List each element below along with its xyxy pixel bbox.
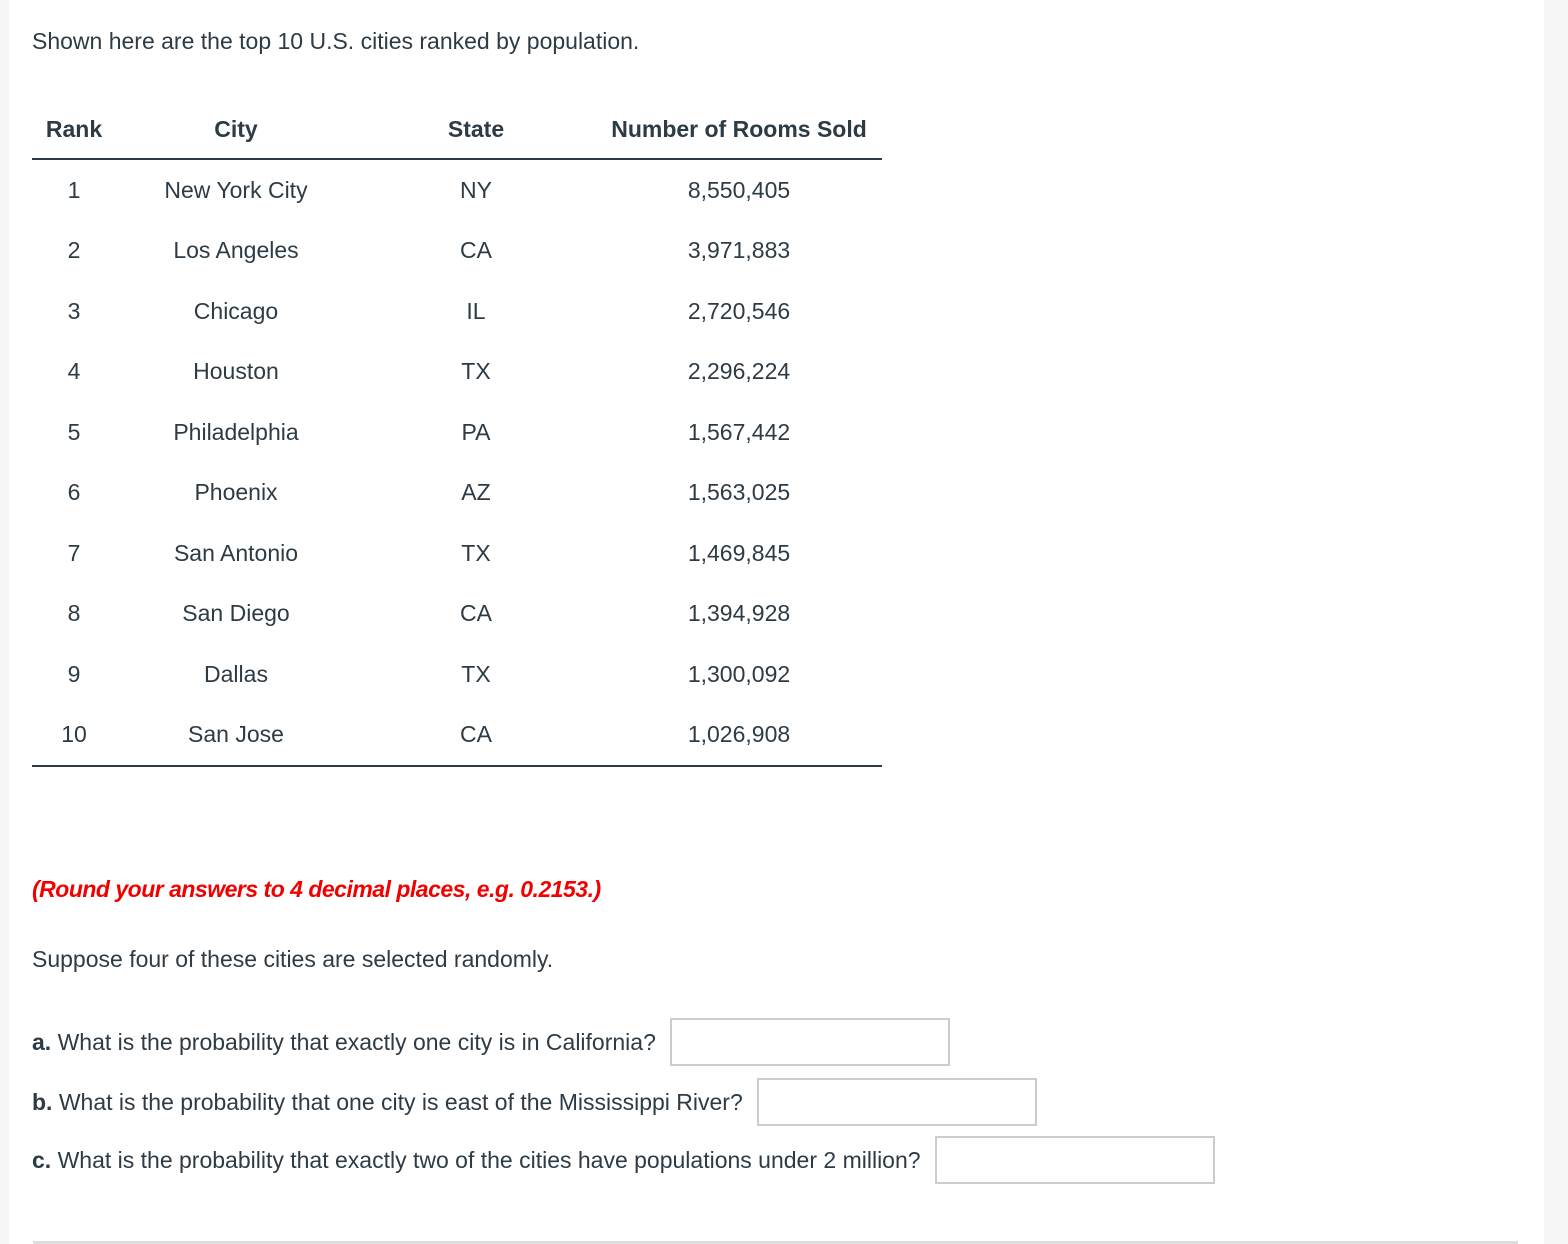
table-row bbox=[32, 342, 882, 403]
cell-rooms-sold: 1,394,928 bbox=[687, 600, 791, 627]
cell-rank: 7 bbox=[67, 539, 81, 566]
cell-rank: 8 bbox=[67, 600, 81, 627]
cell-state: TX bbox=[461, 539, 491, 566]
cell-state: NY bbox=[460, 176, 492, 203]
cell-state: TX bbox=[461, 660, 491, 687]
cell-rank: 6 bbox=[67, 479, 81, 506]
table-row bbox=[32, 221, 882, 282]
cell-state: CA bbox=[356, 705, 596, 767]
cell-state: AZ bbox=[461, 479, 491, 506]
header-rank: Rank bbox=[32, 100, 116, 159]
answer-b-input[interactable] bbox=[757, 1078, 1037, 1126]
cell-rank: 1 bbox=[67, 176, 81, 203]
header-city: City bbox=[116, 100, 356, 159]
question-c bbox=[32, 1136, 1215, 1184]
cell-city: New York City bbox=[164, 176, 308, 203]
supposition-text: Suppose four of these cities are selected randomly. bbox=[32, 946, 554, 972]
rounding-note: (Round your answers to 4 decimal places, e.g. 0.2153.) bbox=[32, 876, 601, 902]
answer-c-input[interactable] bbox=[935, 1136, 1215, 1184]
cell-rooms-sold: 1,563,025 bbox=[687, 479, 791, 506]
cell-city: Dallas bbox=[204, 660, 268, 687]
cell-rank: 2 bbox=[67, 237, 81, 264]
cell-rooms-sold: 1,469,845 bbox=[687, 539, 791, 566]
question-c-text: What is the probability that exactly two of the cities have populations under 2 million? bbox=[51, 1146, 921, 1173]
question-b-letter: b. bbox=[32, 1088, 53, 1115]
table-row bbox=[32, 402, 882, 463]
cell-rooms-sold: 2,720,546 bbox=[687, 297, 791, 324]
table-row bbox=[32, 644, 882, 705]
cell-rank: 5 bbox=[67, 418, 81, 445]
cell-rooms-sold: 8,550,405 bbox=[687, 176, 791, 203]
cell-city: San Diego bbox=[182, 600, 290, 627]
cell-state: CA bbox=[460, 600, 492, 627]
cell-rooms-sold: 1,026,908 bbox=[596, 705, 882, 767]
cell-city: Chicago bbox=[193, 297, 279, 324]
cell-city: Los Angeles bbox=[173, 237, 299, 264]
intro-text: Shown here are the top 10 U.S. cities ranked by population. bbox=[32, 28, 640, 54]
cell-state: CA bbox=[460, 237, 492, 264]
cell-city: Philadelphia bbox=[173, 418, 299, 445]
cell-rank: 9 bbox=[67, 660, 81, 687]
cell-city: San Antonio bbox=[173, 539, 299, 566]
cell-rooms-sold: 3,971,883 bbox=[687, 237, 791, 264]
header-state: State bbox=[356, 100, 596, 159]
table-row bbox=[32, 523, 882, 584]
question-a-letter: a. bbox=[32, 1028, 52, 1055]
table-row bbox=[32, 584, 882, 645]
cell-rank: 4 bbox=[67, 358, 81, 385]
cell-city: Phoenix bbox=[194, 479, 278, 506]
cities-table bbox=[32, 100, 882, 767]
table-row bbox=[32, 159, 882, 221]
question-a bbox=[32, 1018, 950, 1066]
question-b bbox=[32, 1078, 1037, 1126]
cell-rank: 10 bbox=[32, 705, 116, 767]
question-c-letter: c. bbox=[32, 1146, 52, 1173]
table-row bbox=[32, 705, 882, 767]
cell-city: Houston bbox=[193, 358, 279, 385]
answer-a-input[interactable] bbox=[670, 1018, 950, 1066]
cell-rooms-sold: 1,567,442 bbox=[687, 418, 791, 445]
table-row bbox=[32, 281, 882, 342]
cell-state: IL bbox=[466, 297, 486, 324]
table-header-row bbox=[32, 100, 882, 159]
cell-rooms-sold: 2,296,224 bbox=[687, 358, 791, 385]
header-rooms-sold: Number of Rooms Sold bbox=[596, 100, 882, 159]
cell-rank: 3 bbox=[67, 297, 81, 324]
cell-rooms-sold: 1,300,092 bbox=[687, 660, 791, 687]
cell-state: PA bbox=[461, 418, 491, 445]
table-row bbox=[32, 463, 882, 524]
cell-state: TX bbox=[461, 358, 491, 385]
question-b-text: What is the probability that one city is east of the Mississippi River? bbox=[52, 1088, 743, 1115]
question-a-text: What is the probability that exactly one city is in California? bbox=[51, 1028, 656, 1055]
cell-city: San Jose bbox=[116, 705, 356, 767]
